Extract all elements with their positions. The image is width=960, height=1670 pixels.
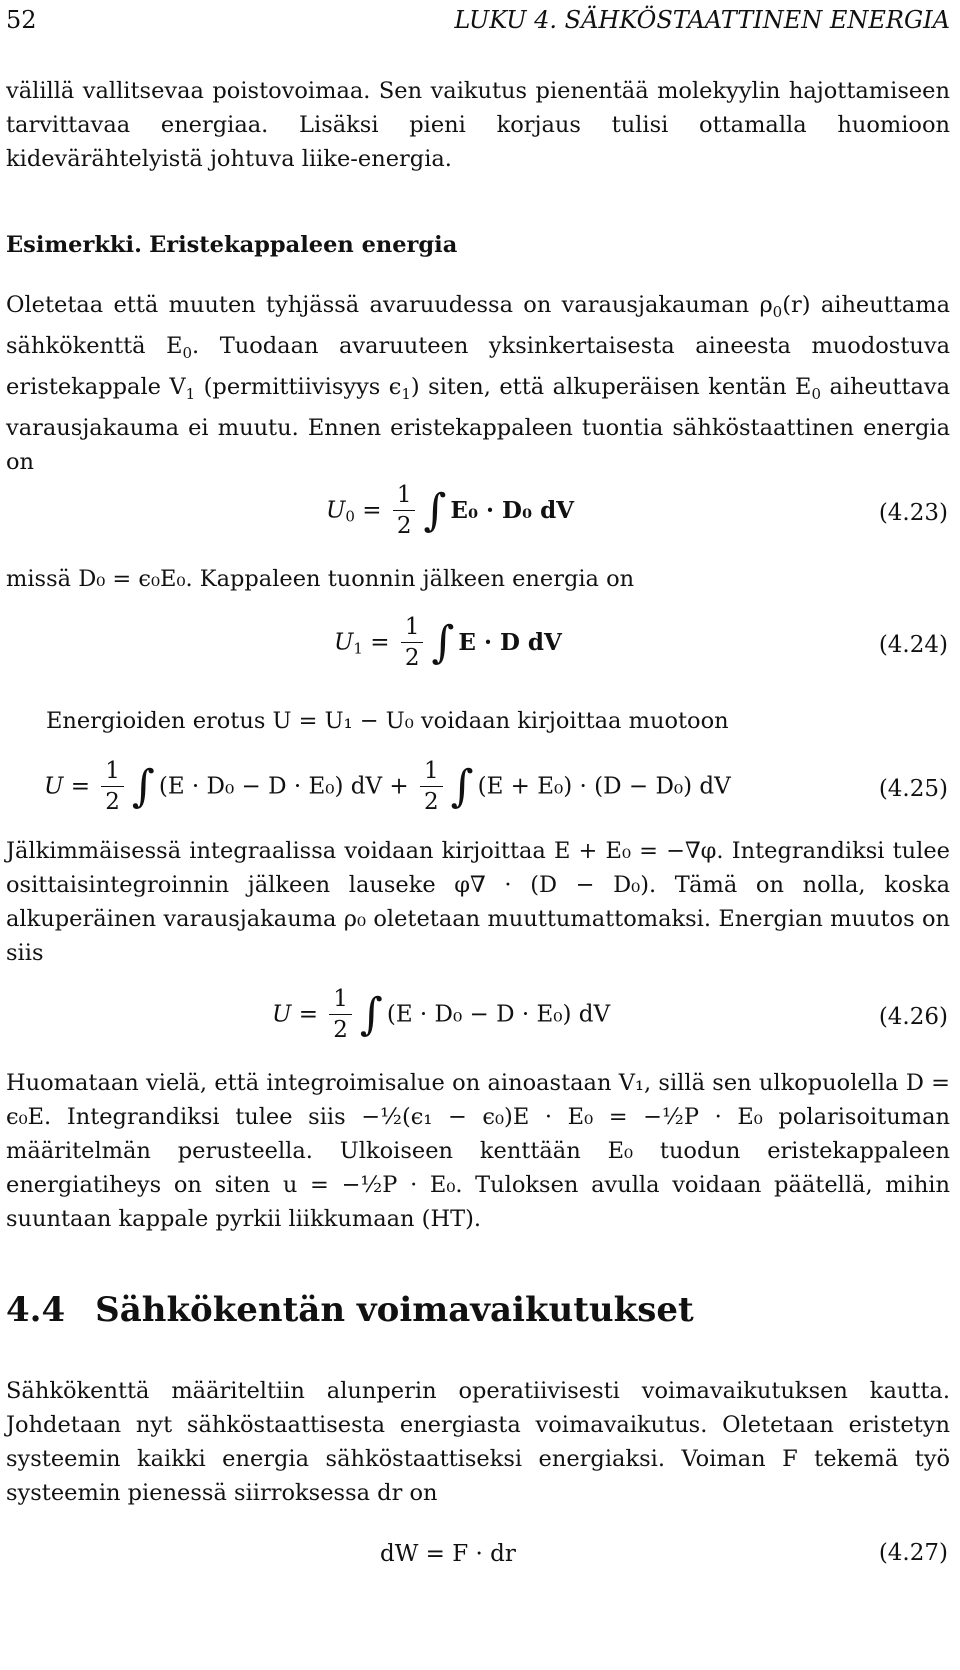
paragraph-force: Sähkökenttä määriteltiin alunperin operatiivisesti voimavaikutuksen kautta. Johdetaan nyt sähköstaattisesta energiasta voimavaikutus. Oletetaan eristetyn systeemin kaikki energia sähköstaattiseksi energiaksi. Voiman F tekemä työ systeemin pienessä siirroksessa dr on xyxy=(6,1378,950,1506)
eq2-den: 2 xyxy=(404,645,420,671)
eq1-lhs: U xyxy=(326,497,346,524)
eq2-rhs: E · D dV xyxy=(458,629,562,656)
eq3-number: (4.25) xyxy=(878,776,948,802)
eq2-num: 1 xyxy=(401,612,424,643)
paragraph-after-4-23: missä D₀ = ϵ₀E₀. Kappaleen tuonnin jälkeen energia on xyxy=(6,566,635,592)
section-number: 4.4 xyxy=(6,1290,66,1330)
page-header xyxy=(6,6,950,38)
eq1-number: (4.23) xyxy=(878,500,948,526)
eq1-integral: ∫ xyxy=(423,484,447,536)
eq2-number: (4.24) xyxy=(878,632,948,658)
eq1-fraction xyxy=(393,480,416,541)
p2-t6: aiheuttava varausjakauma ei muutu. Ennen eristekappaleen tuontia sähköstaattinen energia on xyxy=(6,374,950,475)
eq3-rhs2: (E + E₀) · (D − D₀) dV xyxy=(477,773,731,800)
eq1-rhs: E₀ · D₀ dV xyxy=(450,497,575,524)
eq3-den: 2 xyxy=(105,789,120,815)
equation-4-26 xyxy=(0,984,960,1054)
eq3-num2: 1 xyxy=(420,756,443,787)
eq3-integral-2: ∫ xyxy=(450,760,474,812)
equation-4-27 xyxy=(0,1530,960,1600)
eq3-fraction-1 xyxy=(101,756,124,817)
section-heading xyxy=(6,1290,694,1330)
running-title: LUKU 4. SÄHKÖSTAATTINEN ENERGIA xyxy=(454,6,950,34)
eq4-rhs: (E · D₀ − D · E₀) dV xyxy=(386,1001,611,1028)
example-heading xyxy=(6,228,457,262)
eq1-equals: = xyxy=(354,497,382,524)
paragraph-polarization: Huomataan vielä, että integroimisalue on ainoastaan V₁, sillä sen ulkopuolella D = ϵ₀E. Integrandiksi tulee siis −½(ϵ₁ − ϵ₀)E · E₀ = −½P · E₀ polarisoituman määritelmän perusteella. Ulkoiseen kenttään E₀ tuodun eristekappaleen energiatiheys on siten u = −½P · E₀. Tuloksen avulla voidaan päätellä, mihin suuntaan kappale pyrkii liikkumaan (HT). xyxy=(6,1070,950,1232)
p2-t3: . Tuodaan avaruuteen yksinkertaisesta aineesta muodostuva eristekappale V xyxy=(6,333,950,400)
eq3-den2: 2 xyxy=(424,789,439,815)
eq3-lhs: U = xyxy=(44,773,90,800)
eq3-fraction-2 xyxy=(420,756,443,817)
eq2-fraction xyxy=(401,612,424,673)
eq4-den: 2 xyxy=(333,1017,348,1043)
eq4-lhs: U = xyxy=(272,1001,318,1028)
eq4-integral: ∫ xyxy=(359,988,383,1040)
eq3-rhs1: (E · D₀ − D · E₀) dV + xyxy=(158,773,409,800)
eq1-den: 2 xyxy=(396,513,412,539)
eq2-lhs-sub: 1 xyxy=(353,639,363,658)
eq4-num: 1 xyxy=(329,984,352,1015)
eq2-equals: = xyxy=(362,629,390,656)
page-number: 52 xyxy=(6,6,37,34)
eq1-lhs-sub: 0 xyxy=(345,507,355,526)
equation-4-24 xyxy=(0,612,960,682)
p2-t1: Oletetaa että muuten tyhjässä avaruudessa on varausjakauman ρ xyxy=(6,292,773,318)
eq3-num: 1 xyxy=(101,756,124,787)
p2-t2: (r) aiheuttama sähkökenttä E xyxy=(6,292,950,359)
paragraph-intro: välillä vallitsevaa poistovoimaa. Sen vaikutus pienentää molekyylin hajottamiseen tarvittavaa energiaa. Lisäksi pieni korjaus tulisi ottamalla huomioon kidevärähtelyistä johtuva liike-energia. xyxy=(6,78,950,172)
eq5-body: dW = F · dr xyxy=(380,1541,516,1567)
eq2-integral: ∫ xyxy=(431,616,455,668)
paragraph-example: Oletetaa että muuten tyhjässä avaruudessa on varausjakauman $\rho_0(r)$ aiheuttama sähkökenttä $E_0$. Tuodaan avaruuteen yksinkertaisesta aineesta muodostuva eristekappale $V_1$ (permittiivisyys $\epsilon_1$) siten, että alkuperäisen kentän $E_0$ aiheuttava varausjakauma ei muutu. Ennen eristekappaleen tuontia sähköstaattinen energia on xyxy=(6,292,950,475)
example-label: Esimerkki. xyxy=(6,232,142,258)
paragraph-integrand: Jälkimmäisessä integraalissa voidaan kirjoittaa E + E₀ = −∇φ. Integrandiksi tulee osittaisintegroinnin jälkeen lauseke φ∇ · (D − D₀). Tämä on nolla, koska alkuperäinen varausjakauma ρ₀ oletetaan muuttumattomaksi. Energian muutos on siis xyxy=(6,838,950,966)
p2-t4: (permittiivisyys ϵ xyxy=(195,374,402,400)
example-title: Eristekappaleen energia xyxy=(149,232,458,258)
eq2-lhs: U xyxy=(334,629,354,656)
equation-4-23 xyxy=(0,480,960,550)
section-title: Sähkökentän voimavaikutukset xyxy=(95,1290,694,1330)
eq3-integral-1: ∫ xyxy=(131,760,155,812)
eq4-fraction xyxy=(329,984,352,1045)
eq5-number: (4.27) xyxy=(878,1540,948,1566)
p2-t5: ) siten, että alkuperäisen kentän E xyxy=(410,374,812,400)
eq1-num: 1 xyxy=(393,480,416,511)
eq4-number: (4.26) xyxy=(878,1004,948,1030)
equation-4-25 xyxy=(0,756,960,826)
paragraph-energy-difference: Energioiden erotus U = U₁ − U₀ voidaan kirjoittaa muotoon xyxy=(46,708,729,734)
